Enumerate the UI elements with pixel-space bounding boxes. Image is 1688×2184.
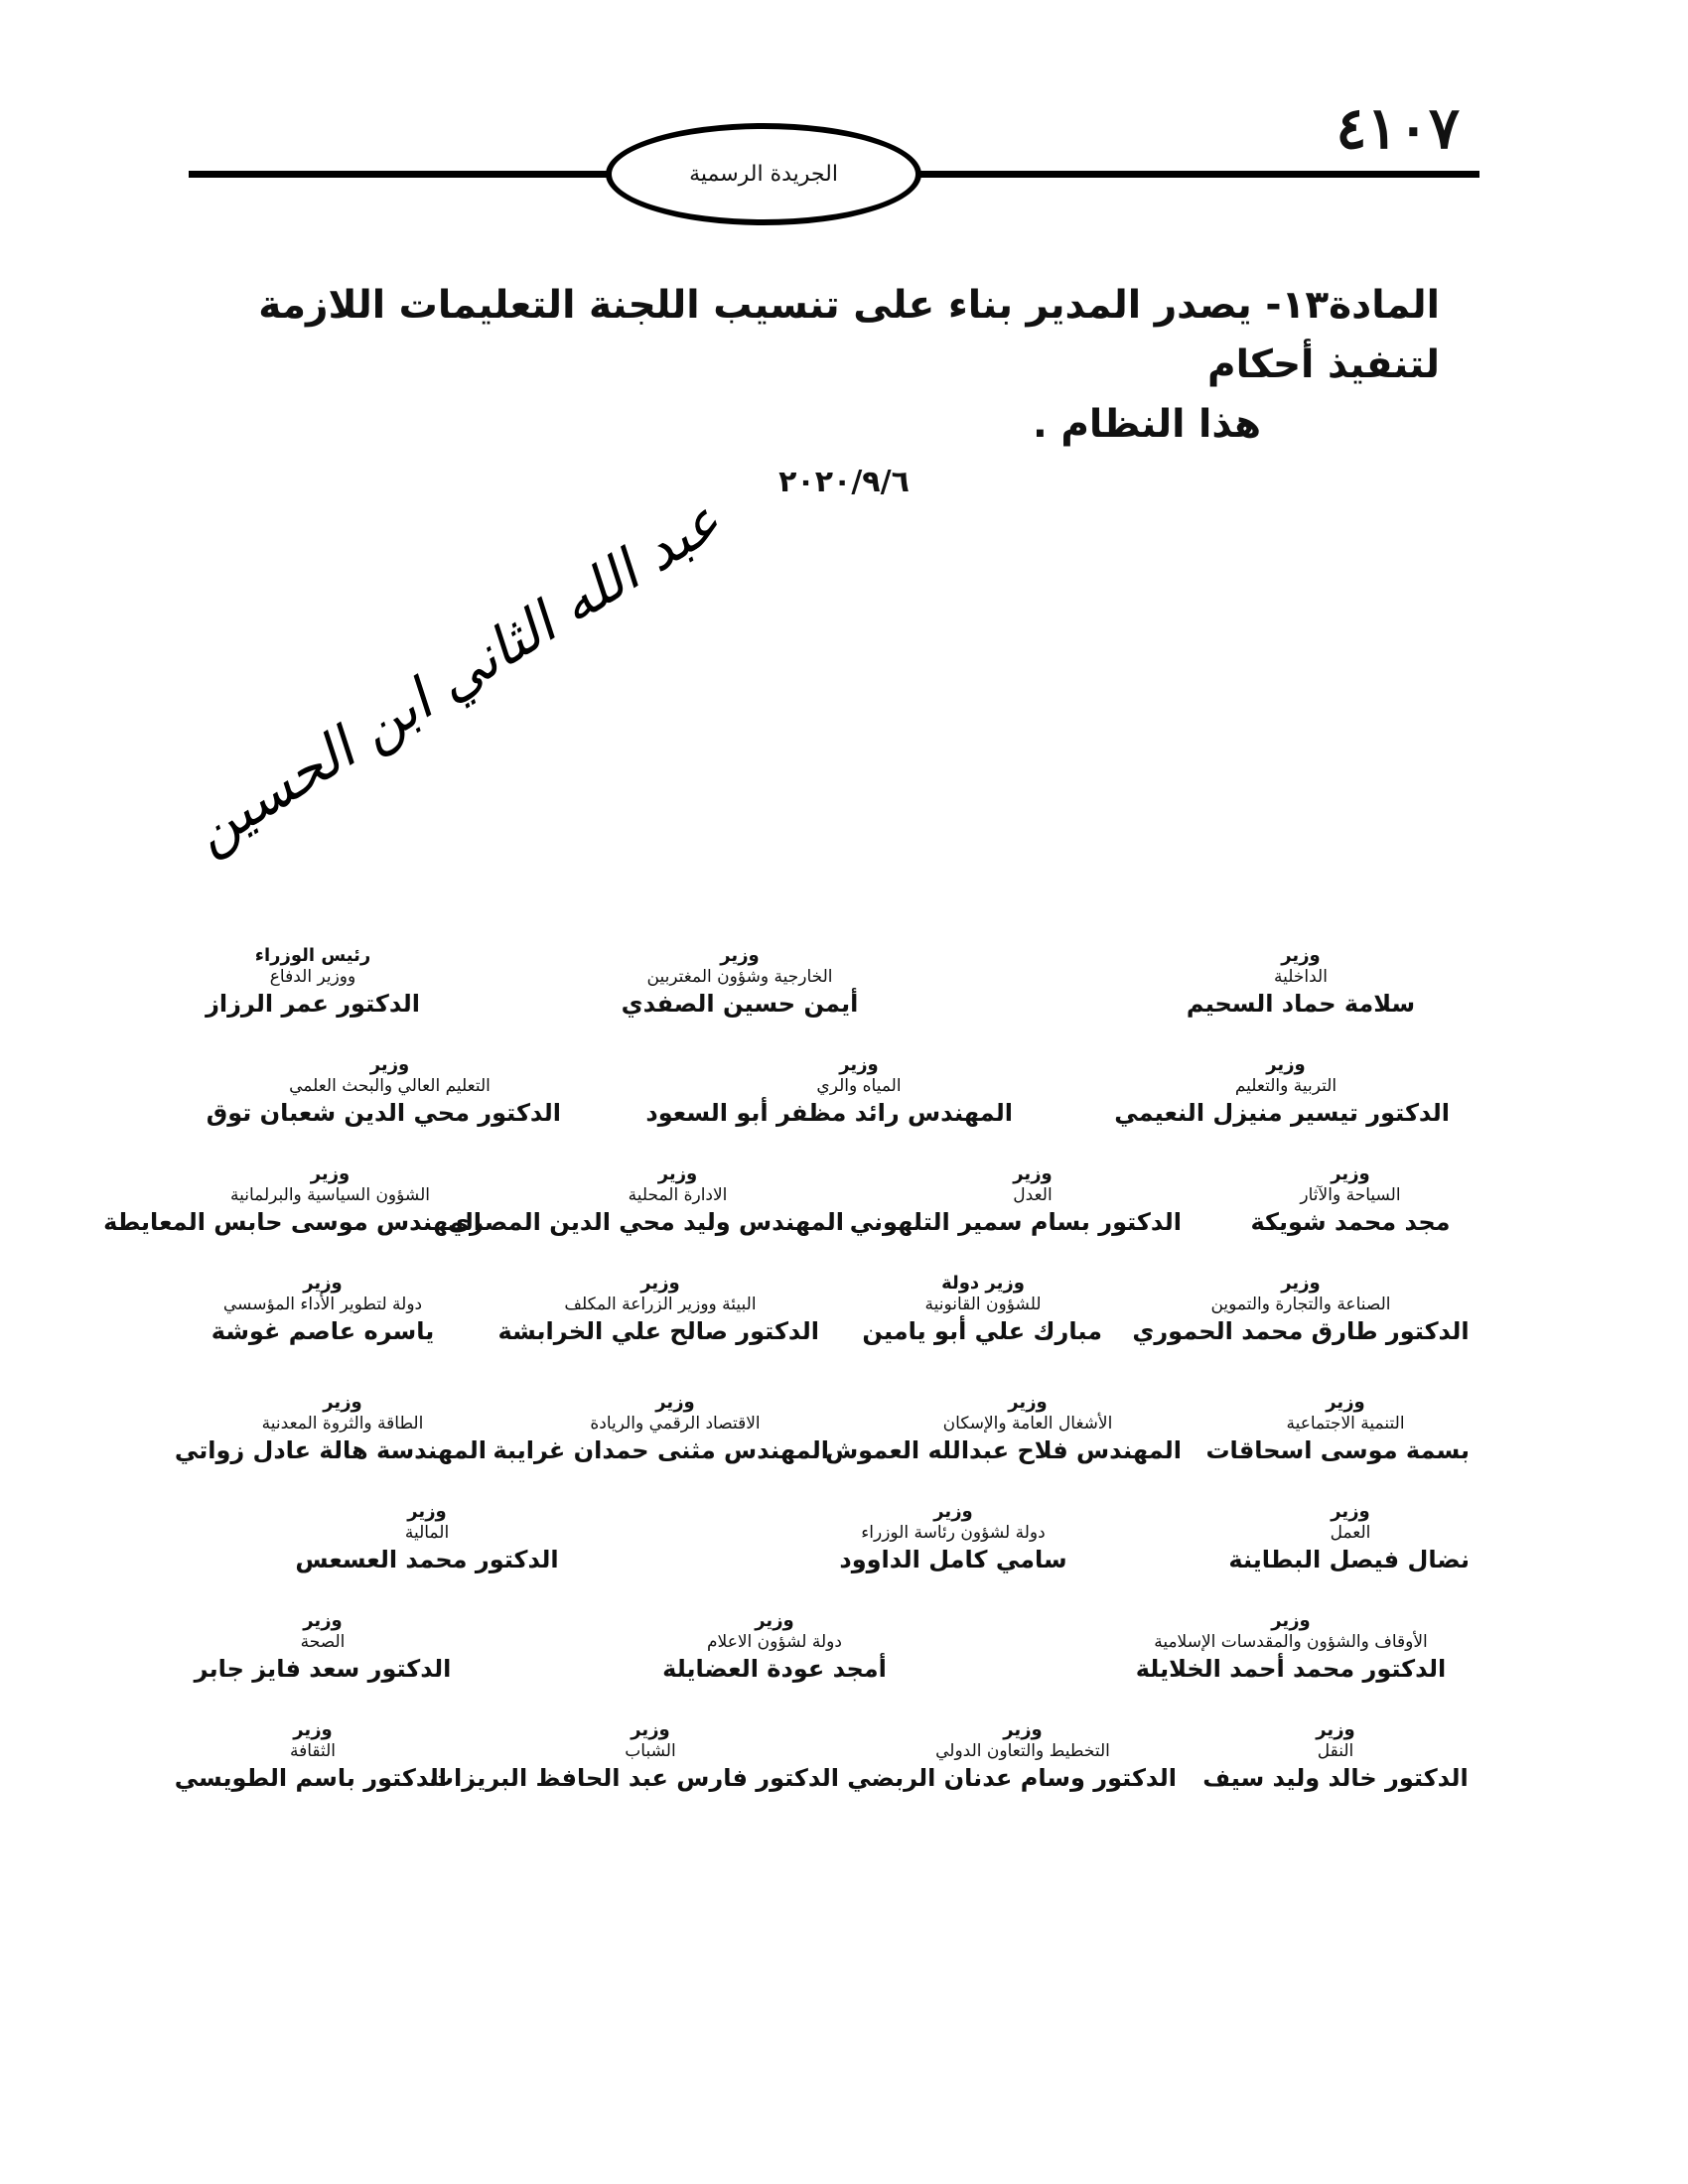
minister-education <box>1114 1054 1450 1129</box>
royal-signature <box>181 487 733 874</box>
prime-minister <box>199 945 427 1020</box>
minister-portfolio: المياه والري <box>816 1076 902 1096</box>
minister-portfolio: الادارة المحلية <box>628 1185 728 1205</box>
minister-name: الدكتور طارق محمد الحموري <box>1132 1317 1470 1345</box>
minister-name: المهندس وليد محي الدين المصري <box>447 1208 844 1236</box>
minister-name: الدكتور وسام عدنان الربضي <box>847 1764 1177 1792</box>
minister-portfolio: العدل <box>1013 1185 1053 1205</box>
minister-title: وزير <box>407 1501 447 1522</box>
minister-finance <box>283 1501 571 1575</box>
minister-culture <box>174 1719 447 1794</box>
minister-name: بسمة موسى اسحاقات <box>1205 1436 1470 1464</box>
minister-title: وزير <box>1326 1392 1365 1413</box>
minister-title: وزير <box>310 1163 351 1184</box>
minister-title: وزير <box>657 1163 698 1184</box>
minister-water <box>645 1054 1013 1129</box>
minister-name: مجد محمد شويكة <box>1250 1208 1451 1236</box>
minister-portfolio: التخطيط والتعاون الدولي <box>935 1741 1110 1761</box>
minister-digital-economy <box>492 1392 829 1466</box>
minister-name: الدكتور خالد وليد سيف <box>1202 1764 1469 1792</box>
minister-title: وزير <box>755 1610 794 1631</box>
minister-name: أمجد عودة العضايلة <box>662 1655 887 1683</box>
minister-local-administration <box>447 1163 844 1238</box>
minister-name: الدكتور محمد أحمد الخلايلة <box>1135 1655 1447 1683</box>
minister-portfolio: المالية <box>404 1523 450 1543</box>
minister-name: الدكتور تيسير منيزل النعيمي <box>1114 1099 1450 1127</box>
minister-name: الدكتور سعد فايز جابر <box>194 1655 452 1683</box>
minister-portfolio: التنمية الاجتماعية <box>1286 1414 1405 1433</box>
minister-title: وزير <box>1281 1273 1321 1294</box>
minister-portfolio: العمل <box>1330 1523 1371 1543</box>
minister-portfolio: ووزير الدفاع <box>269 967 356 987</box>
minister-title: وزير <box>933 1501 973 1522</box>
minister-health <box>189 1610 457 1685</box>
minister-higher-education <box>206 1054 561 1129</box>
minister-name: الدكتور محمد العسعس <box>295 1546 559 1573</box>
minister-industry-trade <box>1132 1273 1470 1347</box>
minister-planning <box>847 1719 1177 1794</box>
minister-title: وزير <box>839 1054 879 1075</box>
minister-portfolio: الصناعة والتجارة والتموين <box>1210 1295 1391 1314</box>
minister-tourism <box>1231 1163 1470 1238</box>
minister-social-development <box>1205 1392 1470 1466</box>
signature-image <box>181 487 733 874</box>
gazette-title-oval <box>606 123 921 225</box>
minister-portfolio: الأشغال العامة والإسكان <box>942 1414 1113 1433</box>
minister-portfolio: النقل <box>1317 1741 1354 1761</box>
minister-public-works <box>825 1392 1182 1466</box>
minister-portfolio: الصحة <box>300 1632 346 1652</box>
minister-portfolio: البيئة ووزير الزراعة المكلف <box>564 1295 757 1314</box>
minister-title: وزير <box>720 945 760 966</box>
minister-name: سامي كامل الداوود <box>839 1546 1067 1573</box>
minister-portfolio: الثقافة <box>289 1741 337 1761</box>
minister-transport <box>1201 1719 1470 1794</box>
minister-pm-affairs <box>824 1501 1082 1575</box>
minister-name: سلامة حماد السحيم <box>1186 990 1416 1018</box>
minister-awqaf <box>1112 1610 1470 1685</box>
minister-name: أيمن حسين الصفدي <box>621 990 859 1018</box>
minister-justice <box>849 1163 1182 1238</box>
minister-portfolio: الاقتصاد الرقمي والريادة <box>590 1414 761 1433</box>
minister-title: وزير <box>1003 1719 1043 1740</box>
minister-political-affairs <box>103 1163 482 1238</box>
minister-title: وزير <box>631 1719 670 1740</box>
minister-portfolio: الأوقاف والشؤون والمقدسات الإسلامية <box>1154 1632 1428 1652</box>
minister-name: نضال فيصل البطاينة <box>1228 1546 1470 1573</box>
article-text <box>199 276 1440 455</box>
minister-portfolio: التعليم العالي والبحث العلمي <box>289 1076 491 1096</box>
minister-portfolio: دولة لشؤون الاعلام <box>707 1632 842 1652</box>
minister-youth <box>429 1719 839 1794</box>
minister-name: المهندس فلاح عبدالله العموش <box>825 1436 1182 1464</box>
minister-title: وزير <box>1013 1163 1053 1184</box>
minister-title: وزير <box>293 1719 333 1740</box>
minister-legal-affairs <box>864 1273 1102 1347</box>
minister-title: وزير <box>640 1273 680 1294</box>
minister-title: وزير دولة <box>941 1273 1025 1294</box>
article-line-1: المادة١٣- يصدر المدير بناء على تنسيب اللجنة التعليمات اللازمة لتنفيذ أحكام <box>258 283 1440 387</box>
minister-portfolio: دولة لتطوير الأداء المؤسسي <box>222 1295 423 1314</box>
minister-title: وزير <box>369 1054 410 1075</box>
minister-title: وزير <box>303 1273 343 1294</box>
gazette-title: الجريدة الرسمية <box>689 162 838 187</box>
minister-title: وزير <box>1331 1163 1370 1184</box>
minister-title: وزير <box>323 1392 362 1413</box>
page-number: ٤١٠٧ <box>1336 94 1460 162</box>
minister-title: وزير <box>1266 1054 1306 1075</box>
minister-labour <box>1228 1501 1470 1575</box>
minister-name: الدكتور محي الدين شعبان توق <box>206 1099 561 1127</box>
minister-environment <box>497 1273 819 1347</box>
minister-name: مبارك علي أبو يامين <box>862 1317 1102 1345</box>
issue-date: ٢٠٢٠/٩/٦ <box>778 465 910 499</box>
minister-energy <box>174 1392 487 1466</box>
minister-title: وزير <box>655 1392 695 1413</box>
minister-institutional-performance <box>204 1273 442 1347</box>
minister-name: المهندس مثنى حمدان غرايبة <box>492 1436 829 1464</box>
minister-portfolio: للشؤون القانونية <box>924 1295 1042 1314</box>
minister-name: المهندس رائد مظفر أبو السعود <box>645 1099 1013 1127</box>
minister-portfolio: التربية والتعليم <box>1234 1076 1337 1096</box>
minister-title: رئيس الوزراء <box>254 945 371 966</box>
minister-name: الدكتور صالح علي الخرابشة <box>497 1317 819 1345</box>
minister-name: الدكتور عمر الرزاز <box>206 990 420 1018</box>
minister-title: وزير <box>1281 945 1321 966</box>
minister-portfolio: الداخلية <box>1274 967 1328 987</box>
minister-name: المهندسة هالة عادل زواتي <box>174 1436 487 1464</box>
signature-text: عبد الله الثاني ابن الحسين <box>181 487 733 866</box>
minister-portfolio: الشباب <box>625 1741 676 1761</box>
minister-portfolio: الشؤون السياسية والبرلمانية <box>229 1185 430 1205</box>
minister-portfolio: الطاقة والثروة المعدنية <box>261 1414 424 1433</box>
minister-title: وزير <box>1331 1501 1370 1522</box>
minister-portfolio: الخارجية وشؤون المغتربين <box>646 967 833 987</box>
minister-foreign-affairs <box>596 945 884 1020</box>
minister-title: وزير <box>1008 1392 1048 1413</box>
minister-name: الدكتور فارس عبد الحافظ البريزات <box>429 1764 839 1792</box>
minister-name: الدكتور بسام سمير التلهوني <box>849 1208 1182 1236</box>
minister-title: وزير <box>1316 1719 1355 1740</box>
minister-portfolio: السياحة والآثار <box>1300 1185 1401 1205</box>
minister-name: ياسره عاصم غوشة <box>211 1317 435 1345</box>
minister-title: وزير <box>1271 1610 1311 1631</box>
minister-interior <box>1152 945 1450 1020</box>
minister-name: المهندس موسى حابس المعايطة <box>103 1208 482 1236</box>
minister-name: الدكتور باسم الطويسي <box>174 1764 447 1792</box>
minister-media-affairs <box>645 1610 904 1685</box>
minister-title: وزير <box>303 1610 343 1631</box>
article-line-2: هذا النظام . <box>1032 402 1261 447</box>
minister-portfolio: دولة لشؤون رئاسة الوزراء <box>861 1523 1046 1543</box>
